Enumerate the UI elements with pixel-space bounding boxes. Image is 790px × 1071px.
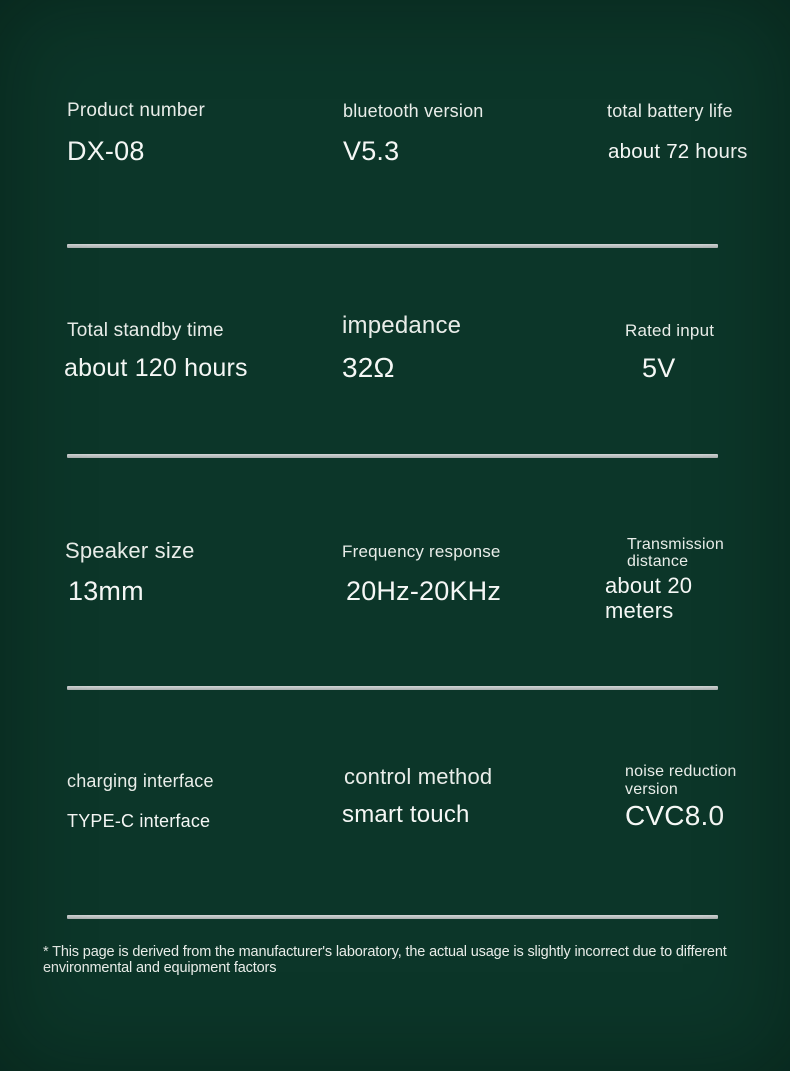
- spec-product-number-value: DX-08: [67, 136, 145, 166]
- section-divider: [67, 244, 718, 248]
- spec-control-method-value: smart touch: [342, 801, 470, 828]
- spec-speaker-size-label: Speaker size: [65, 538, 195, 563]
- spec-rated-input-label: Rated input: [625, 321, 715, 340]
- spec-transmission-distance-value: about 20 meters: [605, 573, 693, 623]
- spec-noise-reduction-label: noise reduction version: [625, 763, 737, 798]
- section-divider: [67, 454, 718, 458]
- spec-product-number-label: Product number: [67, 100, 205, 121]
- spec-charging-interface-label: charging interface: [67, 771, 214, 791]
- spec-impedance-value: 32Ω: [342, 352, 395, 383]
- spec-standby-time-value: about 120 hours: [64, 354, 248, 382]
- spec-bluetooth-version-label: bluetooth version: [343, 101, 484, 121]
- spec-bluetooth-version-value: V5.3: [343, 136, 400, 166]
- disclaimer-footnote: * This page is derived from the manufacturer's laboratory, the actual usage is slightly incorrect due to different environmental and equipment factors: [43, 944, 727, 977]
- spec-control-method-label: control method: [344, 764, 493, 789]
- spec-frequency-response-label: Frequency response: [342, 542, 501, 561]
- spec-impedance-label: impedance: [342, 312, 462, 339]
- spec-battery-life-label: total battery life: [607, 101, 733, 121]
- spec-frequency-response-value: 20Hz-20KHz: [346, 576, 502, 606]
- spec-battery-life-value: about 72 hours: [608, 140, 748, 163]
- spec-noise-reduction-value: CVC8.0: [625, 800, 725, 831]
- spec-standby-time-label: Total standby time: [67, 320, 224, 341]
- spec-charging-interface-value: TYPE-C interface: [67, 811, 211, 831]
- spec-speaker-size-value: 13mm: [68, 576, 144, 606]
- spec-transmission-distance-label: Transmission distance: [627, 536, 724, 571]
- spec-rated-input-value: 5V: [642, 353, 676, 383]
- section-divider: [67, 915, 718, 919]
- section-divider: [67, 686, 718, 690]
